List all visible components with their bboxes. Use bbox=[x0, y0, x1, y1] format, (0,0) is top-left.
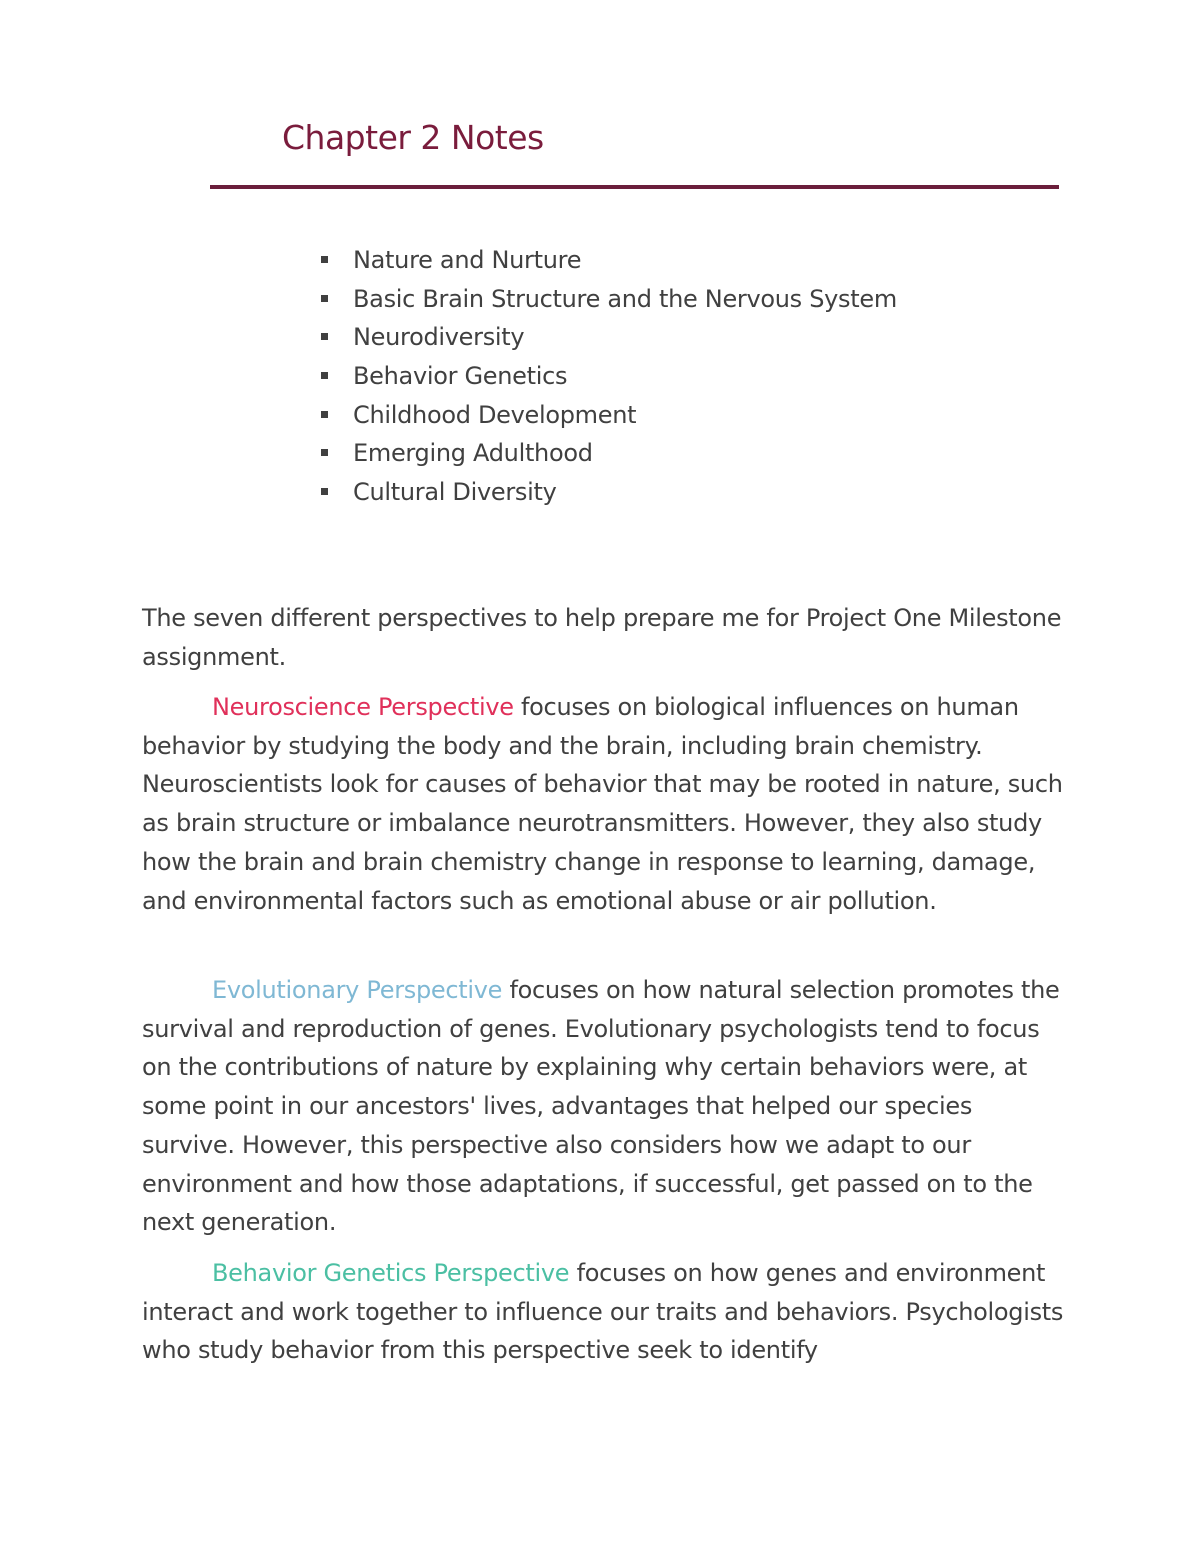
behavior-genetics-term: Behavior Genetics Perspective bbox=[212, 1259, 570, 1287]
list-item-label: Cultural Diversity bbox=[353, 478, 557, 507]
evolutionary-text: focuses on how natural selection promotes the survival and reproduction of genes. Evolutionary psychologists tend to focus on the contributions of nature by explaining why certain behaviors were, at some point in our ancestors' lives, advantages that helped our species survive. However, this perspective also considers how we adapt to our environment and how those adaptations, if successful, get passed on to the next generation. bbox=[142, 976, 1060, 1237]
evolutionary-term: Evolutionary Perspective bbox=[212, 976, 503, 1004]
list-item-label: Basic Brain Structure and the Nervous System bbox=[353, 284, 897, 313]
square-bullet-icon bbox=[321, 256, 328, 263]
list-item bbox=[318, 396, 897, 435]
list-item bbox=[318, 357, 897, 396]
neuroscience-term: Neuroscience Perspective bbox=[212, 693, 514, 721]
square-bullet-icon bbox=[321, 449, 328, 456]
square-bullet-icon bbox=[321, 333, 328, 340]
list-item-label: Behavior Genetics bbox=[353, 362, 568, 391]
list-item bbox=[318, 473, 897, 512]
title-underline-rule bbox=[210, 185, 1059, 189]
neuroscience-text: focuses on biological influences on human behavior by studying the body and the brain, including brain chemistry. Neuroscientists look for causes of behavior that may be rooted in nature, such as brain structure or imbalance neurotransmitters. However, they also study how the brain and brain chemistry change in response to learning, damage, and environmental factors such as emotional abuse or air pollution. bbox=[142, 693, 1063, 915]
list-item bbox=[318, 434, 897, 473]
intro-paragraph: The seven different perspectives to help prepare me for Project One Milestone assignment. bbox=[142, 604, 1062, 671]
list-item bbox=[318, 241, 897, 280]
page-title: Chapter 2 Notes bbox=[282, 118, 544, 157]
behavior-genetics-paragraph bbox=[142, 1254, 1072, 1370]
list-item-label: Emerging Adulthood bbox=[353, 439, 593, 468]
list-item-label: Nature and Nurture bbox=[353, 246, 582, 274]
list-item bbox=[318, 318, 897, 357]
list-item-label: Neurodiversity bbox=[353, 323, 525, 352]
square-bullet-icon bbox=[321, 488, 328, 495]
square-bullet-icon bbox=[321, 295, 328, 302]
neuroscience-paragraph bbox=[142, 688, 1072, 920]
behavior-genetics-text: focuses on how genes and environment interact and work together to influence our traits and behaviors. Psychologists who study behavior from this perspective seek to identify bbox=[142, 1259, 1064, 1365]
evolutionary-paragraph bbox=[142, 971, 1072, 1242]
square-bullet-icon bbox=[321, 411, 328, 418]
square-bullet-icon bbox=[321, 372, 328, 379]
topic-list bbox=[318, 241, 897, 512]
list-item-label: Childhood Development bbox=[353, 400, 637, 429]
list-item bbox=[318, 280, 897, 319]
